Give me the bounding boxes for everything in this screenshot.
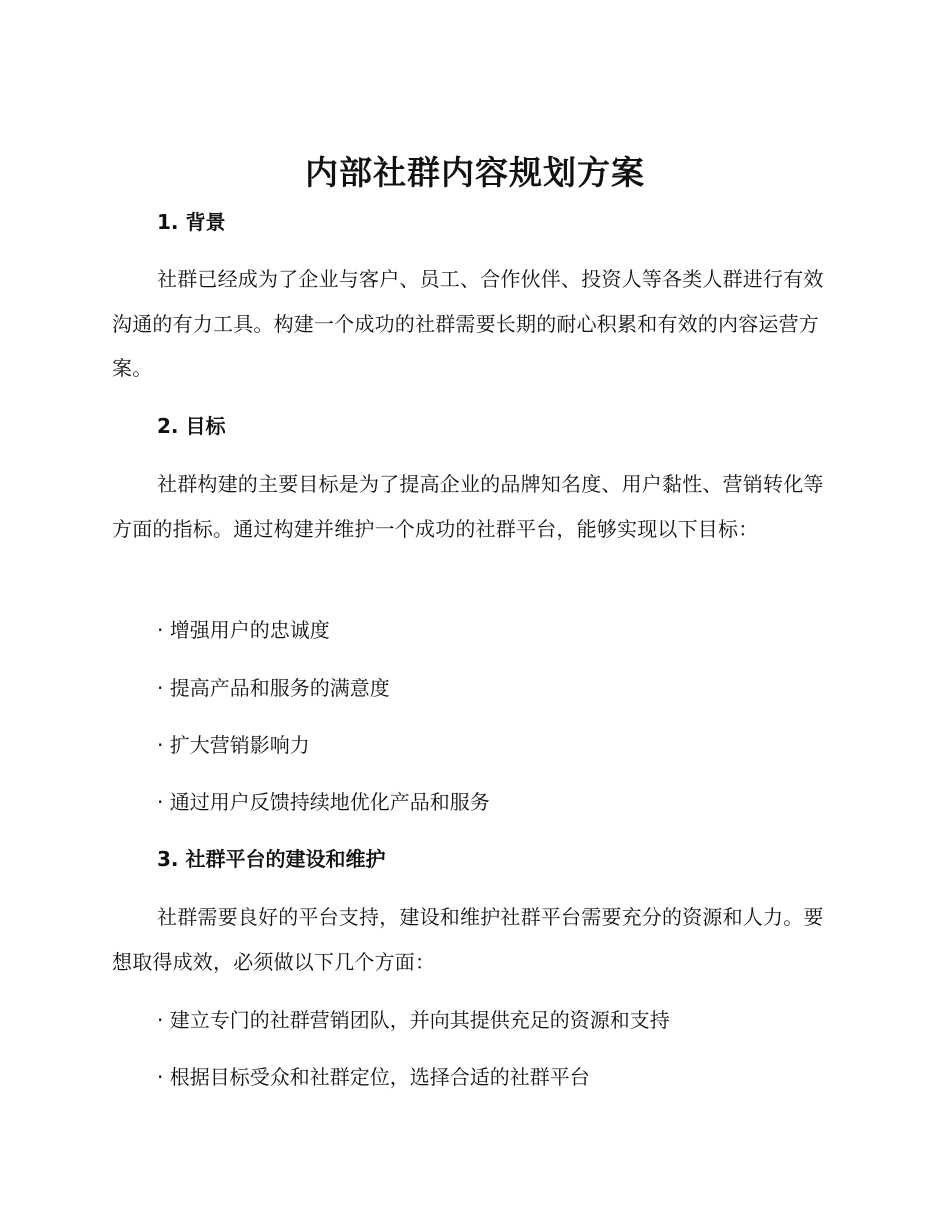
bullet-item: · 增强用户的忠诚度 xyxy=(157,618,330,642)
bullet-item: · 建立专门的社群营销团队，并向其提供充足的资源和支持 xyxy=(157,1008,670,1032)
section-heading-background: 1. 背景 xyxy=(157,210,226,234)
section-paragraph-goals: 社群构建的主要目标是为了提高企业的品牌知名度、用户黏性、营销转化等方面的指标。通过构建并维护一个成功的社群平台，能够实现以下目标： xyxy=(112,472,824,541)
section-heading-goals: 2. 目标 xyxy=(157,414,226,438)
bullet-item: · 根据目标受众和社群定位，选择合适的社群平台 xyxy=(157,1065,590,1089)
section-paragraph-platform: 社群需要良好的平台支持，建设和维护社群平台需要充分的资源和人力。要想取得成效，必须做以下几个方面： xyxy=(112,905,824,974)
section-paragraph-background: 社群已经成为了企业与客户、员工、合作伙伴、投资人等各类人群进行有效沟通的有力工具。构建一个成功的社群需要长期的耐心积累和有效的内容运营方案。 xyxy=(112,267,824,380)
bullet-item: · 通过用户反馈持续地优化产品和服务 xyxy=(157,790,490,814)
bullet-item: · 提高产品和服务的满意度 xyxy=(157,676,390,700)
bullet-item: · 扩大营销影响力 xyxy=(157,733,310,757)
document-title: 内部社群内容规划方案 xyxy=(305,153,645,192)
section-heading-platform: 3. 社群平台的建设和维护 xyxy=(157,847,386,871)
